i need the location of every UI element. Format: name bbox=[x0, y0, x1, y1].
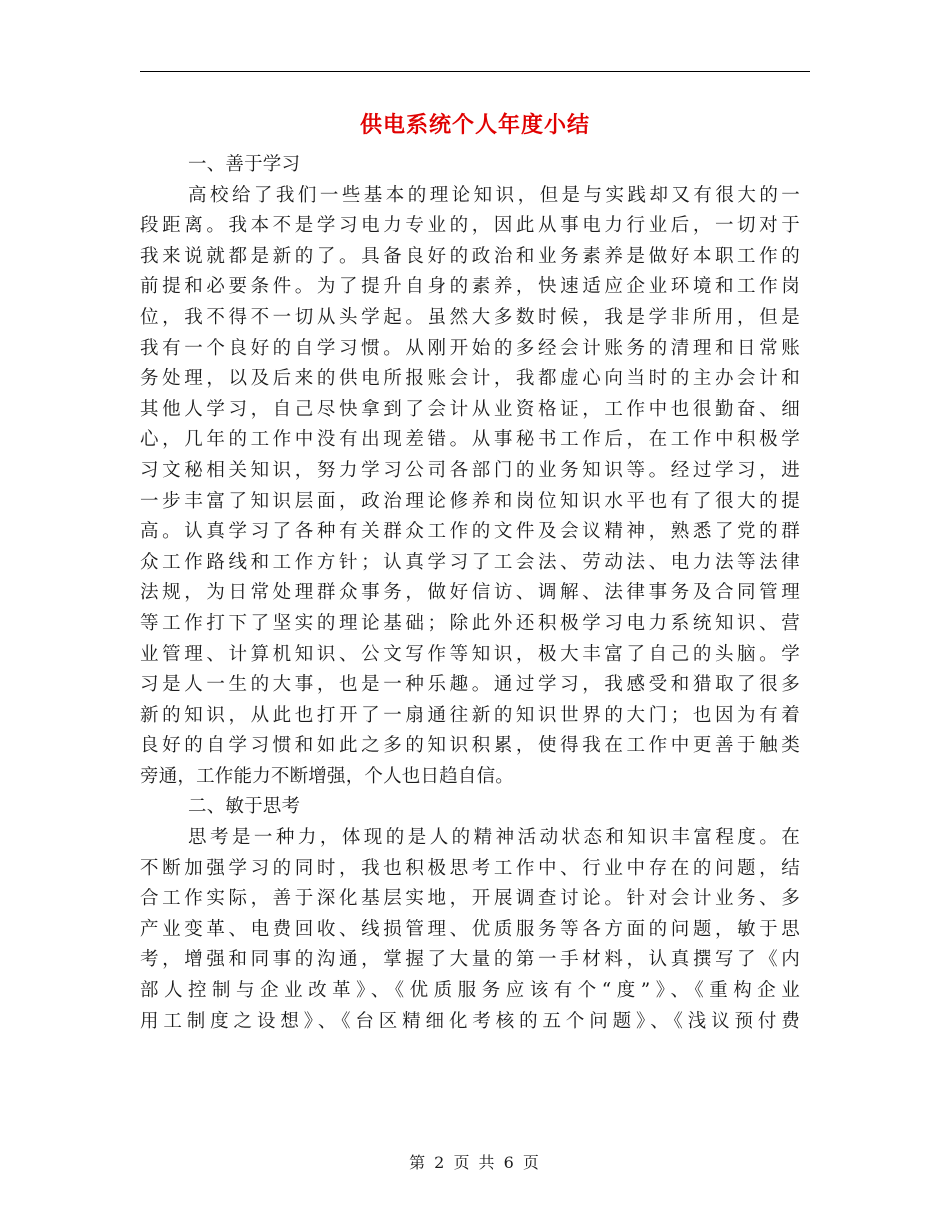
header-rule bbox=[140, 71, 810, 72]
paragraph-line: 习文秘相关知识，努力学习公司各部门的业务知识等。经过学习，进 bbox=[140, 459, 800, 481]
paragraph-line: 其他人学习，自己尽快拿到了会计从业资格证，工作中也很勤奋、细 bbox=[140, 398, 800, 420]
paragraph-line: 部人控制与企业改革》、《优质服务应该有个“度”》、《重构企业 bbox=[140, 980, 800, 1002]
paragraph-line: 习是人一生的大事，也是一种乐趣。通过学习，我感受和猎取了很多 bbox=[140, 674, 800, 696]
paragraph-line: 位，我不得不一切从头学起。虽然大多数时候，我是学非所用，但是 bbox=[140, 306, 800, 328]
section-heading: 二、敏于思考 bbox=[188, 796, 301, 818]
paragraph-line: 高校给了我们一些基本的理论知识，但是与实践却又有很大的一 bbox=[188, 184, 800, 206]
paragraph-line: 高。认真学习了各种有关群众工作的文件及会议精神，熟悉了党的群 bbox=[140, 521, 800, 543]
paragraph-line: 众工作路线和工作方针；认真学习了工会法、劳动法、电力法等法律 bbox=[140, 551, 800, 573]
paragraph-line: 用工制度之设想》、《台区精细化考核的五个问题》、《浅议预付费 bbox=[140, 1010, 800, 1032]
paragraph-line: 旁通，工作能力不断增强，个人也日趋自信。 bbox=[140, 765, 515, 787]
paragraph-line: 我有一个良好的自学习惯。从刚开始的多经会计账务的清理和日常账 bbox=[140, 337, 800, 359]
document-body bbox=[140, 150, 800, 1037]
paragraph-line: 段距离。我本不是学习电力专业的，因此从事电力行业后，一切对于 bbox=[140, 215, 800, 237]
document-title: 供电系统个人年度小结 bbox=[359, 112, 590, 138]
paragraph-line: 一步丰富了知识层面，政治理论修养和岗位知识水平也有了很大的提 bbox=[140, 490, 800, 512]
paragraph-line: 不断加强学习的同时，我也积极思考工作中、行业中存在的问题，结 bbox=[140, 857, 800, 879]
paragraph-line: 良好的自学习惯和如此之多的知识积累，使得我在工作中更善于触类 bbox=[140, 735, 800, 757]
paragraph-line: 业管理、计算机知识、公文写作等知识，极大丰富了自己的头脑。学 bbox=[140, 643, 800, 665]
paragraph-line: 前提和必要条件。为了提升自身的素养，快速适应企业环境和工作岗 bbox=[140, 276, 800, 298]
paragraph-line: 我来说就都是新的了。具备良好的政治和业务素养是做好本职工作的 bbox=[140, 245, 800, 267]
paragraph-line: 法规，为日常处理群众事务，做好信访、调解、法律事务及合同管理 bbox=[140, 582, 800, 604]
paragraph-line: 心，几年的工作中没有出现差错。从事秘书工作后，在工作中积极学 bbox=[140, 429, 800, 451]
paragraph-line: 考，增强和同事的沟通，掌握了大量的第一手材料，认真撰写了《内 bbox=[140, 949, 800, 971]
paragraph-line: 思考是一种力，体现的是人的精神活动状态和知识丰富程度。在 bbox=[188, 827, 800, 849]
paragraph-line: 务处理，以及后来的供电所报账会计，我都虚心向当时的主办会计和 bbox=[140, 368, 800, 390]
paragraph-line: 产业变革、电费回收、线损管理、优质服务等各方面的问题，敏于思 bbox=[140, 918, 800, 940]
page-number-footer: 第 2 页 共 6 页 bbox=[409, 1153, 541, 1172]
section-heading: 一、善于学习 bbox=[188, 154, 301, 175]
paragraph-line: 等工作打下了坚实的理论基础；除此外还积极学习电力系统知识、营 bbox=[140, 612, 800, 634]
paragraph-line: 合工作实际，善于深化基层实地，开展调查讨论。针对会计业务、多 bbox=[140, 888, 800, 910]
paragraph-line: 新的知识，从此也打开了一扇通往新的知识世界的大门；也因为有着 bbox=[140, 704, 800, 726]
